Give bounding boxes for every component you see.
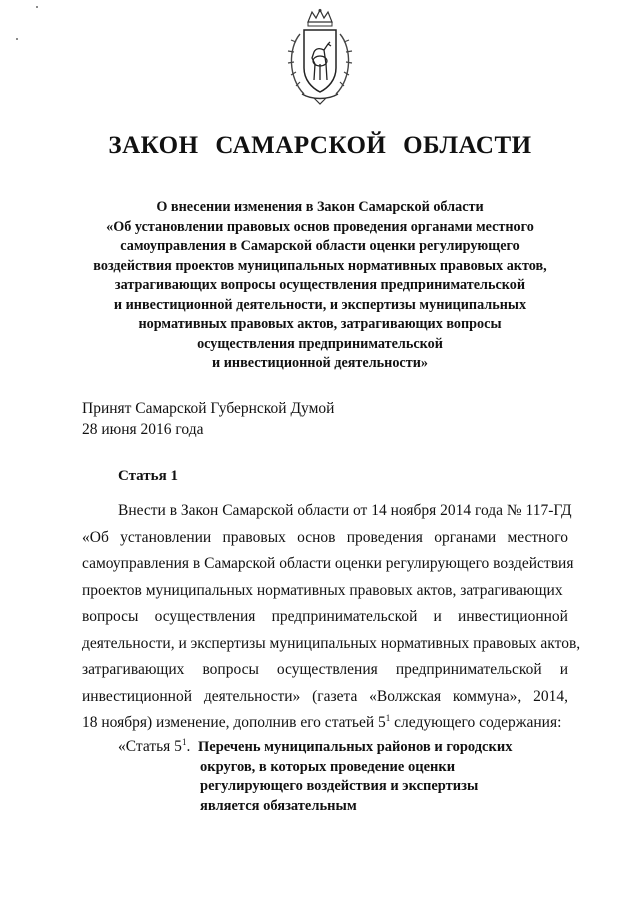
coat-of-arms-icon [284,8,356,106]
word: вопросы [202,661,259,678]
subject-line: «Об установлении правовых основ проведения органами местного [106,218,534,235]
word: предпринимательской [271,608,418,625]
adopted-date: 28 июня 2016 года [82,421,204,438]
word: проведения [346,528,423,546]
body-line [82,604,568,631]
adoption-info [82,398,334,440]
word: органами [434,528,497,546]
word: и [559,661,568,678]
new-article-label [118,738,190,756]
subject-line: осуществления предпринимательской [197,335,443,352]
word: основ [297,528,336,546]
body-line [82,657,568,684]
word: местного [507,528,568,546]
word: коммуна», [452,687,522,705]
word: инвестиционной [82,687,193,705]
subject-line: и инвестиционной деятельности, и экспертизы муниципальных [113,296,527,313]
adopted-by: Принят Самарской Губернской Думой [82,400,335,417]
word: «Об [82,528,109,546]
body-line: деятельности, и экспертизы муниципальных нормативных правовых актов, [82,634,581,652]
subject-line: самоуправления в Самарской области оценки регулирующего [120,238,520,254]
heading-line: является обязательным [200,797,357,814]
subject-line: нормативных правовых актов, затрагивающих вопросы [138,316,502,332]
word: 2014, [533,687,568,705]
law-title: ЗАКОН САМАРСКОЙ ОБЛАСТИ [108,132,532,159]
subject-line: затрагивающих вопросы осуществления предпринимательской [114,277,526,293]
body-text-fragment: 18 ноября) изменение, дополнив его статьей 5 [82,714,386,731]
word: (газета [312,687,358,705]
heading-line: регулирующего воздействия и экспертизы [200,778,479,794]
body-line: Внести в Закон Самарской области от 14 ноября 2014 года № 117-ГД [118,502,572,519]
subject-line: и инвестиционной деятельности» [212,355,428,371]
word: правовых [222,528,286,546]
superscript: 1 [181,736,187,747]
word: инвестиционной [457,608,568,625]
article-body [82,498,581,737]
body-line [82,710,568,737]
word: осуществления [276,661,378,678]
body-line [82,684,568,711]
scan-speck [36,6,38,8]
word: осуществления [154,608,256,625]
word: установлении [120,528,212,546]
new-article-heading [198,738,578,816]
subject-line: воздействия проектов муниципальных нормативных правовых актов, [93,257,547,274]
body-text-fragment: следующего содержания: [390,714,562,731]
heading-line: Перечень муниципальных районов и городских [198,739,513,755]
word: деятельности» [203,687,301,705]
word: затрагивающих [82,661,185,678]
label-text: . [186,738,191,755]
scan-speck [16,38,18,40]
subject-line: О внесении изменения в Закон Самарской области [156,199,484,215]
word: и [433,608,442,625]
word: вопросы [82,608,139,625]
word: предпринимательской [395,661,542,678]
body-line: проектов муниципальных нормативных правовых актов, затрагивающих [82,581,563,599]
word: «Волжская [369,687,442,705]
body-line [82,525,568,552]
article-heading: Статья 1 [118,468,178,484]
label-text: «Статья 5 [118,738,182,755]
law-subject [50,198,590,374]
heading-line: округов, в которых проведение оценки [200,758,456,775]
superscript: 1 [385,712,391,723]
body-line: самоуправления в Самарской области оценки регулирующего воздействия [82,555,574,572]
